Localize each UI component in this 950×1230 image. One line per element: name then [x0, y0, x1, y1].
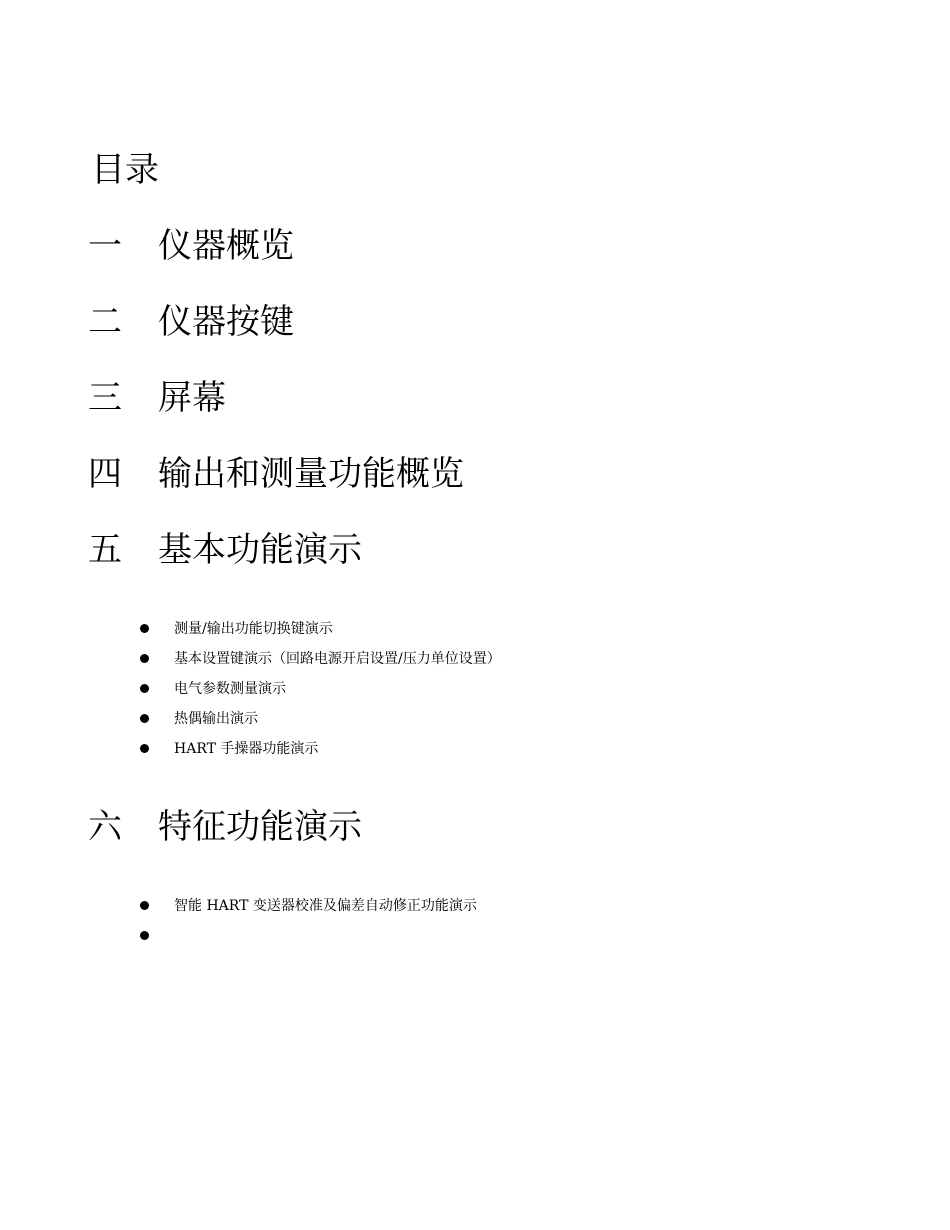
section-title: 基本功能演示	[158, 530, 362, 570]
list-item	[140, 704, 501, 734]
list-item-text: 电气参数测量演示	[174, 681, 286, 697]
list-item	[140, 734, 501, 764]
list-item	[140, 674, 501, 704]
toc-title: 目录	[91, 150, 159, 190]
section-heading-3	[88, 376, 226, 420]
section-number: 五	[88, 530, 122, 570]
bullet-icon	[140, 901, 149, 910]
section-heading-2	[88, 300, 294, 344]
section-number: 一	[88, 226, 122, 266]
bullet-icon	[140, 744, 149, 753]
section-heading-5	[88, 528, 362, 572]
bullet-icon	[140, 654, 149, 663]
list-item-text: HART 手操器功能演示	[174, 741, 319, 757]
list-item-text: 智能 HART 变送器校准及偏差自动修正功能演示	[174, 898, 477, 914]
bullet-icon	[140, 624, 149, 633]
section-title: 特征功能演示	[158, 807, 362, 847]
list-item-text: 测量/输出功能切换键演示	[174, 621, 333, 637]
bullet-icon	[140, 684, 149, 693]
bullet-icon	[140, 931, 149, 940]
section-number: 三	[88, 378, 122, 418]
section-title: 仪器按键	[158, 302, 294, 342]
section-number: 四	[88, 454, 122, 494]
section-heading-4	[88, 452, 464, 496]
section-6-bullet-list	[140, 891, 477, 951]
list-item-text: 热偶输出演示	[174, 711, 258, 727]
section-title: 屏幕	[158, 378, 226, 418]
section-number: 六	[88, 807, 122, 847]
section-heading-6	[88, 805, 362, 849]
section-5-bullet-list	[140, 614, 501, 764]
section-title: 输出和测量功能概览	[158, 454, 464, 494]
list-item	[140, 644, 501, 674]
section-number: 二	[88, 302, 122, 342]
list-item	[140, 891, 477, 921]
section-title: 仪器概览	[158, 226, 294, 266]
list-item	[140, 614, 501, 644]
list-item-text: 基本设置键演示（回路电源开启设置/压力单位设置）	[174, 651, 501, 667]
bullet-icon	[140, 714, 149, 723]
list-item	[140, 921, 477, 951]
section-heading-1	[88, 224, 294, 268]
